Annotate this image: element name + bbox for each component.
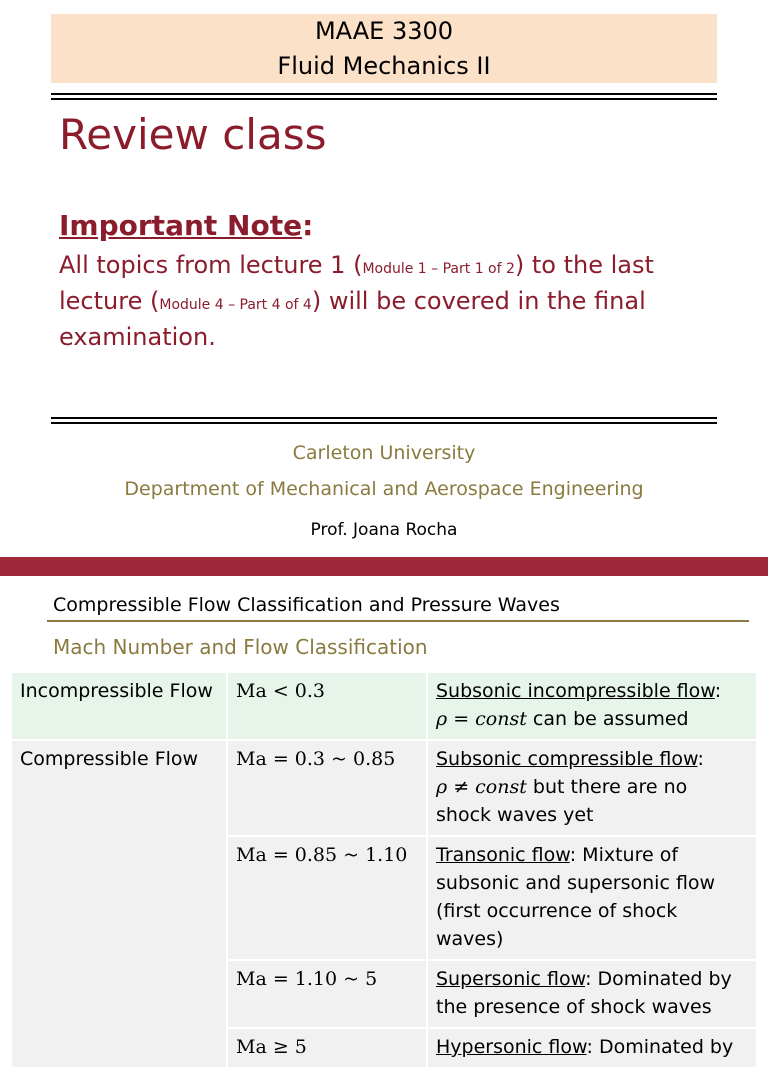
flow-description-text: : Mixture of subsonic and supersonic flow (first occurrence of shock waves) bbox=[436, 844, 716, 950]
table-row bbox=[12, 673, 757, 740]
mach-classification-table bbox=[12, 673, 758, 1069]
flow-type-name: Hypersonic flow bbox=[436, 1036, 587, 1058]
note-line-1 bbox=[59, 251, 654, 279]
slide-title: Review class bbox=[59, 110, 327, 159]
header-rule-bottom bbox=[51, 98, 717, 100]
professor-name: Prof. Joana Rocha bbox=[310, 520, 458, 540]
flow-category-cell: Incompressible Flow bbox=[12, 673, 227, 740]
flow-type-name: Transonic flow bbox=[436, 844, 570, 866]
table-row bbox=[12, 740, 757, 836]
section-title-rule bbox=[47, 620, 749, 622]
flow-description-cell bbox=[427, 1028, 757, 1068]
flow-description-cell bbox=[427, 673, 757, 740]
slide-divider-bar bbox=[0, 557, 768, 576]
section-subtitle: Mach Number and Flow Classification bbox=[53, 635, 428, 659]
important-note-heading bbox=[59, 209, 313, 242]
header-rule-top bbox=[51, 93, 717, 95]
flow-type-name: Subsonic incompressible flow bbox=[436, 680, 715, 702]
density-condition: ρ ≠ const bbox=[436, 776, 527, 798]
course-header bbox=[51, 14, 717, 83]
flow-type-name: Subsonic compressible flow bbox=[436, 748, 698, 770]
note-text: ) will be covered in the final bbox=[311, 287, 646, 315]
flow-description-text: : bbox=[697, 748, 704, 770]
mach-range-cell: Ma = 1.10 ~ 5 bbox=[227, 960, 427, 1028]
flow-description-text: : Dominated by the presence of shock waves bbox=[436, 968, 732, 1018]
section-title: Compressible Flow Classification and Pressure Waves bbox=[53, 594, 560, 616]
flow-description-cell bbox=[427, 960, 757, 1028]
mach-range-cell: Ma = 0.3 ~ 0.85 bbox=[227, 740, 427, 836]
note-text: ) to the last bbox=[514, 251, 654, 279]
note-module-ref: Module 1 – Part 1 of 2 bbox=[362, 261, 515, 277]
flow-description-cell bbox=[427, 836, 757, 960]
university-name: Carleton University bbox=[292, 442, 476, 464]
note-text: All topics from lecture 1 ( bbox=[59, 251, 363, 279]
mach-range-cell: Ma = 0.85 ~ 1.10 bbox=[227, 836, 427, 960]
footer-rule-top bbox=[51, 417, 717, 419]
flow-description-text: but there are no shock waves yet bbox=[436, 776, 688, 826]
important-note-label: Important Note bbox=[59, 209, 303, 242]
flow-description-cell bbox=[427, 740, 757, 836]
flow-category-cell: Compressible Flow bbox=[12, 740, 227, 1068]
footer-rule-bottom bbox=[51, 422, 717, 424]
mach-range-cell: Ma ≥ 5 bbox=[227, 1028, 427, 1068]
note-text: lecture ( bbox=[59, 287, 160, 315]
flow-description-text: : bbox=[714, 680, 722, 702]
note-line-3: examination. bbox=[59, 323, 216, 351]
department-name: Department of Mechanical and Aerospace Engineering bbox=[124, 478, 644, 500]
flow-description-text: can be assumed bbox=[526, 708, 689, 730]
density-condition: ρ = const bbox=[436, 708, 527, 730]
course-code: MAAE 3300 bbox=[314, 17, 454, 45]
flow-description-text: : Dominated by bbox=[586, 1036, 734, 1058]
note-module-ref: Module 4 – Part 4 of 4 bbox=[159, 297, 312, 313]
note-line-2 bbox=[59, 287, 646, 315]
important-note-colon: : bbox=[302, 209, 314, 242]
flow-type-name: Supersonic flow bbox=[436, 968, 586, 990]
course-name: Fluid Mechanics II bbox=[277, 52, 491, 80]
mach-range-cell: Ma < 0.3 bbox=[227, 673, 427, 740]
